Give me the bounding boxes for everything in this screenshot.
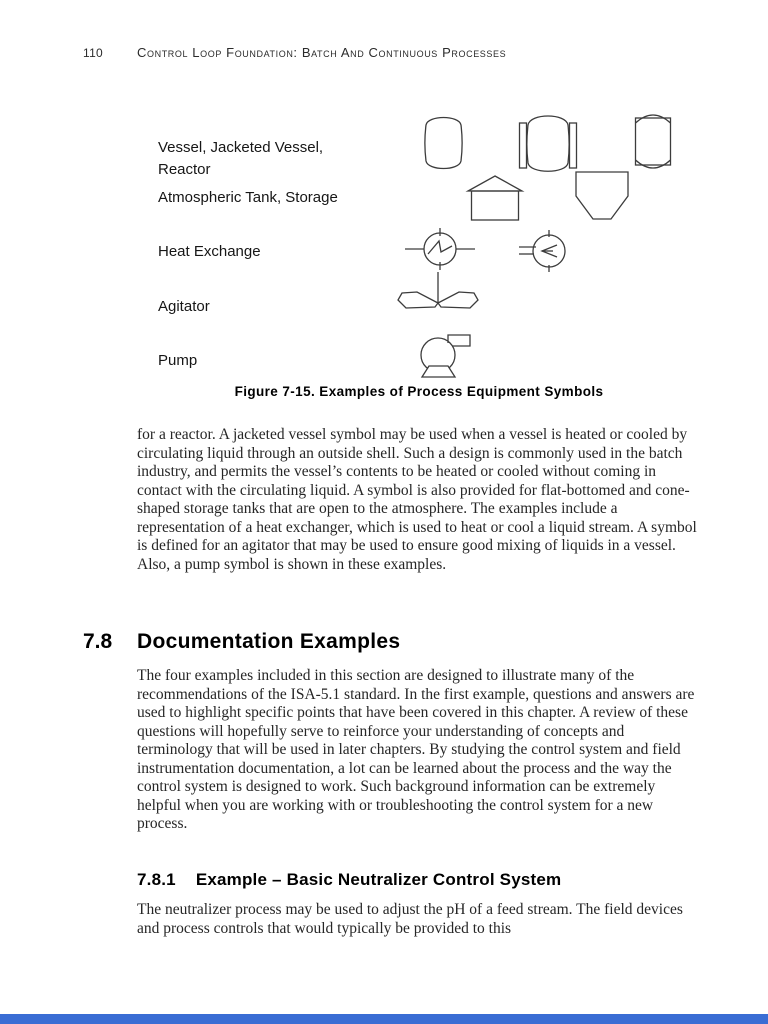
subsection-number: 7.8.1 xyxy=(137,870,176,889)
figure-caption: Figure 7-15. Examples of Process Equipment Symbols xyxy=(234,384,604,399)
paragraph-after-figure: for a reactor. A jacketed vessel symbol may be used when a vessel is heated or cooled by circulating liquid through an outside shell. Such a design is commonly used in the batch industry, and permits the vessel’s contents to be heated or cooled without coming in contact with the circulating liquid. A symbol is also provided for flat-bottomed and cone-shaped storage tanks that are open to the atmosphere. The examples include a representation of a heat exchanger, which is used to heat or cool a liquid stream. A symbol is defined for an agitator that may be used to ensure good mixing of liquids in a vessel. Also, a pump symbol is shown in these examples. xyxy=(137,426,697,573)
subsection-title: Example – Basic Neutralizer Control System xyxy=(195,870,562,889)
viewer-bottom-bar xyxy=(0,1014,768,1024)
figure-label-heat-exchange: Heat Exchange xyxy=(158,243,261,260)
cone-bottom-tank-icon xyxy=(576,172,628,219)
figure-label-reactor: Reactor xyxy=(158,161,211,178)
figure-label-pump: Pump xyxy=(158,352,198,369)
section-body: The four examples included in this section are designed to illustrate many of the recommendations of the ISA-5.1 standard. In the first example, questions and answers are used to highlight specific points that have been covered in this chapter. A review of these questions will hopefully serve to reinforce your understanding of concepts and terminology that will be used in later chapters. By studying the control system and field instrumentation documentation, a lot can be learned about the process and the way the control system is designed to work. Such background information can be extremely helpful when you are working with or troubleshooting the control system for a new process. xyxy=(137,667,695,832)
page-number: 110 xyxy=(83,46,104,60)
vessel-icon xyxy=(425,118,462,169)
pump-icon xyxy=(421,335,470,377)
figure-label-agitator: Agitator xyxy=(158,298,210,315)
jacketed-vessel-icon xyxy=(520,116,577,171)
subsection-heading xyxy=(137,870,561,890)
heat-exchanger-arrow-icon xyxy=(519,230,565,272)
figure-label-vessel: Vessel, Jacketed Vessel, xyxy=(158,139,324,156)
reactor-icon xyxy=(636,115,671,168)
process-equipment-symbols xyxy=(395,100,695,390)
running-title: Control Loop Foundation: Batch And Continuous Processes xyxy=(137,45,507,60)
subsection-body: The neutralizer process may be used to adjust the pH of a feed stream. The field devices and process controls that would typically be provided to this xyxy=(137,901,683,937)
figure-label-atmospheric-tank: Atmospheric Tank, Storage xyxy=(158,189,338,206)
section-title: Documentation Examples xyxy=(137,630,401,653)
heat-exchanger-zigzag-icon xyxy=(405,228,475,270)
atmospheric-tank-icon xyxy=(468,176,522,220)
agitator-icon xyxy=(398,272,478,308)
section-number: 7.8 xyxy=(83,630,113,653)
